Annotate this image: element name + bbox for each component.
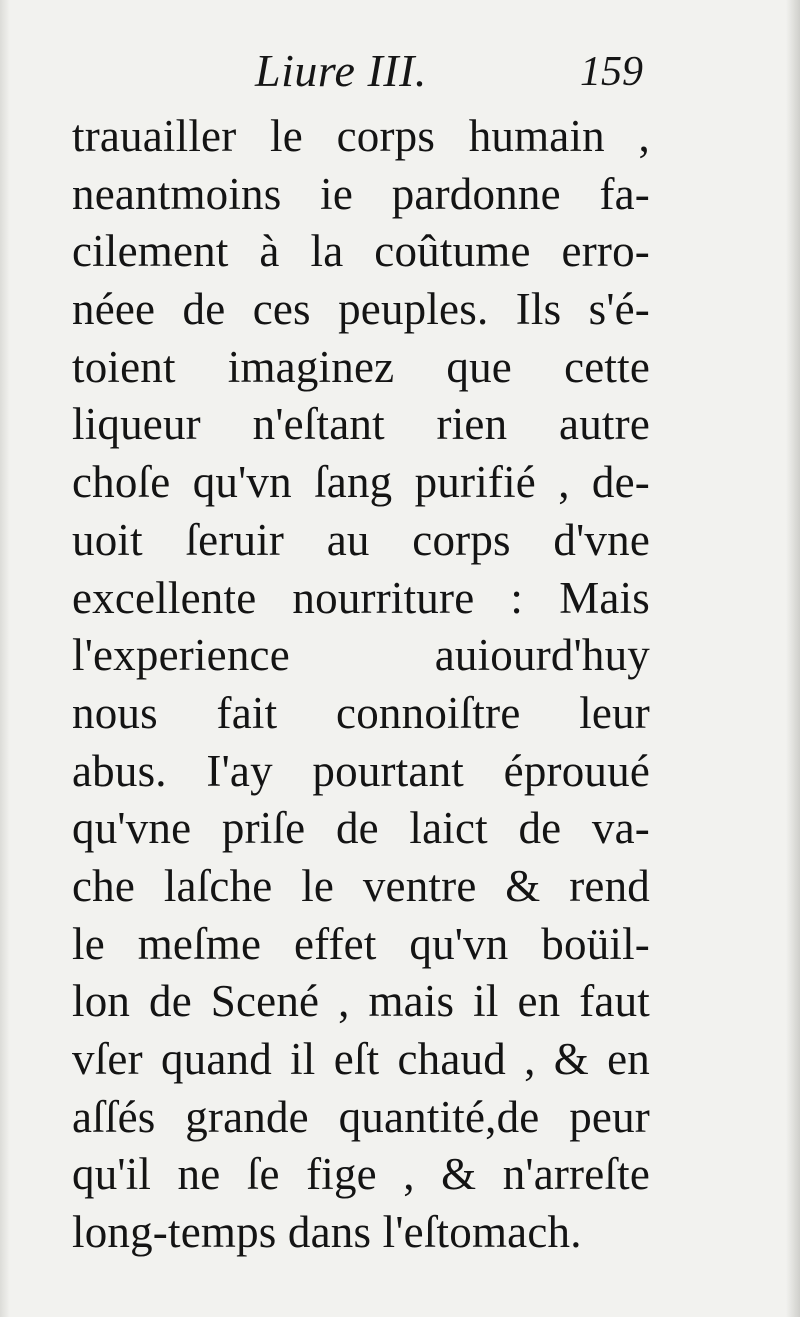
page-number: 159 — [580, 49, 643, 95]
text-line: trauailler le corps humain , — [72, 111, 650, 161]
page-edge-right — [786, 0, 800, 1317]
text-line: cilement à la coûtume erro- — [72, 226, 650, 277]
text-line: neantmoins ie pardonne fa- — [72, 168, 650, 219]
text-line: le meſme effet qu'vn boüil- — [72, 918, 650, 969]
text-line: néee de ces peuples. Ils s'é- — [72, 284, 650, 335]
text-line: che laſche le ventre & rend — [72, 860, 650, 911]
page-header — [0, 44, 800, 104]
text-line: l'experience auiourd'huy — [72, 630, 650, 681]
text-line: liqueur n'eſtant rien autre — [72, 399, 650, 450]
text-line: qu'il ne ſe fige , & n'arreſte — [72, 1149, 650, 1200]
text-line: aſſés grande quantité,de peur — [72, 1091, 650, 1142]
text-line: long-temps dans l'eſtomach. — [72, 1207, 582, 1258]
page-edge-left — [0, 0, 10, 1317]
text-line: choſe qu'vn ſang purifié , de- — [72, 457, 650, 508]
text-line: lon de Scené , mais il en faut — [72, 976, 650, 1027]
text-line: uoit ſeruir au corps d'vne — [72, 514, 650, 565]
text-line: excellente nourriture : Mais — [72, 572, 650, 623]
text-line: vſer quand il eſt chaud , & en — [72, 1034, 650, 1084]
text-line: qu'vne priſe de laict de va- — [72, 803, 650, 854]
running-head: Liure III. — [255, 45, 427, 96]
body-text — [72, 108, 650, 1258]
text-line: nous fait connoiſtre leur — [72, 687, 650, 738]
text-line: toient imaginez que cette — [72, 341, 650, 392]
text-line: abus. I'ay pourtant éprouué — [72, 745, 650, 796]
